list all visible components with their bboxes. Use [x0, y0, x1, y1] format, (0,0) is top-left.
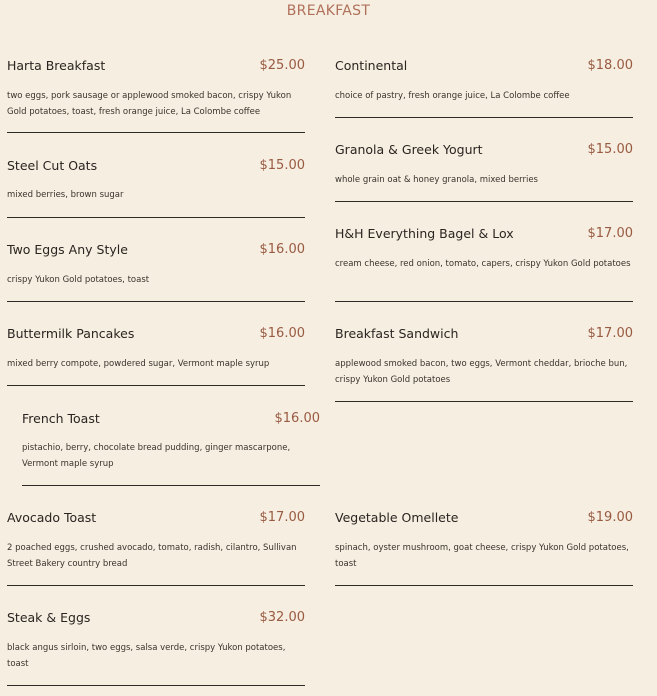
menu-item: [7, 326, 305, 388]
divider: [7, 585, 305, 586]
menu-item: [22, 411, 320, 489]
menu-item: [7, 510, 305, 588]
item-price: $15.00: [259, 158, 305, 173]
item-description: whole grain oat & honey granola, mixed berries: [335, 175, 538, 185]
divider: [335, 401, 633, 402]
divider: [7, 685, 305, 686]
item-price: $16.00: [259, 326, 305, 341]
divider: [7, 132, 305, 133]
divider: [7, 385, 305, 386]
item-price: $16.00: [274, 411, 320, 426]
divider: [335, 201, 633, 202]
item-name: Granola & Greek Yogurt: [335, 142, 483, 157]
menu-item: [335, 58, 633, 120]
section-title: BREAKFAST: [286, 3, 371, 19]
item-description: black angus sirloin, two eggs, salsa verde, crispy Yukon potatoes, toast: [7, 643, 286, 669]
menu-item: [7, 242, 305, 304]
item-name: Steak & Eggs: [7, 610, 91, 625]
divider: [335, 117, 633, 118]
item-price: $17.00: [587, 226, 633, 241]
item-description: spinach, oyster mushroom, goat cheese, crispy Yukon Gold potatoes, toast: [335, 543, 629, 569]
menu-item: [7, 58, 305, 134]
item-price: $16.00: [259, 242, 305, 257]
item-name: Continental: [335, 58, 408, 73]
item-description: cream cheese, red onion, tomato, capers, crispy Yukon Gold potatoes: [335, 259, 631, 269]
item-price: $17.00: [587, 326, 633, 341]
item-name: Two Eggs Any Style: [7, 242, 128, 257]
item-name: Vegetable Omellete: [335, 510, 459, 525]
menu-item: [335, 326, 633, 404]
divider: [7, 301, 305, 302]
item-name: Avocado Toast: [7, 510, 97, 525]
item-description: 2 poached eggs, crushed avocado, tomato, radish, cilantro, Sullivan Street Bakery country bread: [7, 543, 297, 569]
item-description: mixed berry compote, powdered sugar, Vermont maple syrup: [7, 359, 270, 369]
item-price: $17.00: [259, 510, 305, 525]
menu-item: [7, 158, 305, 220]
item-name: Harta Breakfast: [7, 58, 106, 73]
item-name: French Toast: [22, 411, 100, 426]
menu-item: [335, 510, 633, 588]
item-description: mixed berries, brown sugar: [7, 190, 124, 200]
menu-item: [335, 226, 633, 304]
item-description: applewood smoked bacon, two eggs, Vermont cheddar, brioche bun, crispy Yukon Gold potatoes: [335, 359, 628, 385]
item-name: Steel Cut Oats: [7, 158, 98, 173]
item-name: Buttermilk Pancakes: [7, 326, 135, 341]
item-description: two eggs, pork sausage or applewood smoked bacon, crispy Yukon Gold potatoes, toast, fresh orange juice, La Colombe coffee: [7, 91, 292, 117]
item-description: crispy Yukon Gold potatoes, toast: [7, 275, 150, 285]
divider: [335, 585, 633, 586]
item-price: $19.00: [587, 510, 633, 525]
item-name: H&H Everything Bagel & Lox: [335, 226, 514, 241]
divider: [335, 301, 633, 302]
divider: [7, 217, 305, 218]
menu-item: [7, 610, 305, 688]
item-description: pistachio, berry, chocolate bread pudding, ginger mascarpone, Vermont maple syrup: [22, 443, 291, 469]
item-price: $18.00: [587, 58, 633, 73]
divider: [22, 485, 320, 486]
item-price: $32.00: [259, 610, 305, 625]
item-name: Breakfast Sandwich: [335, 326, 459, 341]
item-price: $15.00: [587, 142, 633, 157]
item-price: $25.00: [259, 58, 305, 73]
item-description: choice of pastry, fresh orange juice, La Colombe coffee: [335, 91, 570, 101]
menu-item: [335, 142, 633, 204]
